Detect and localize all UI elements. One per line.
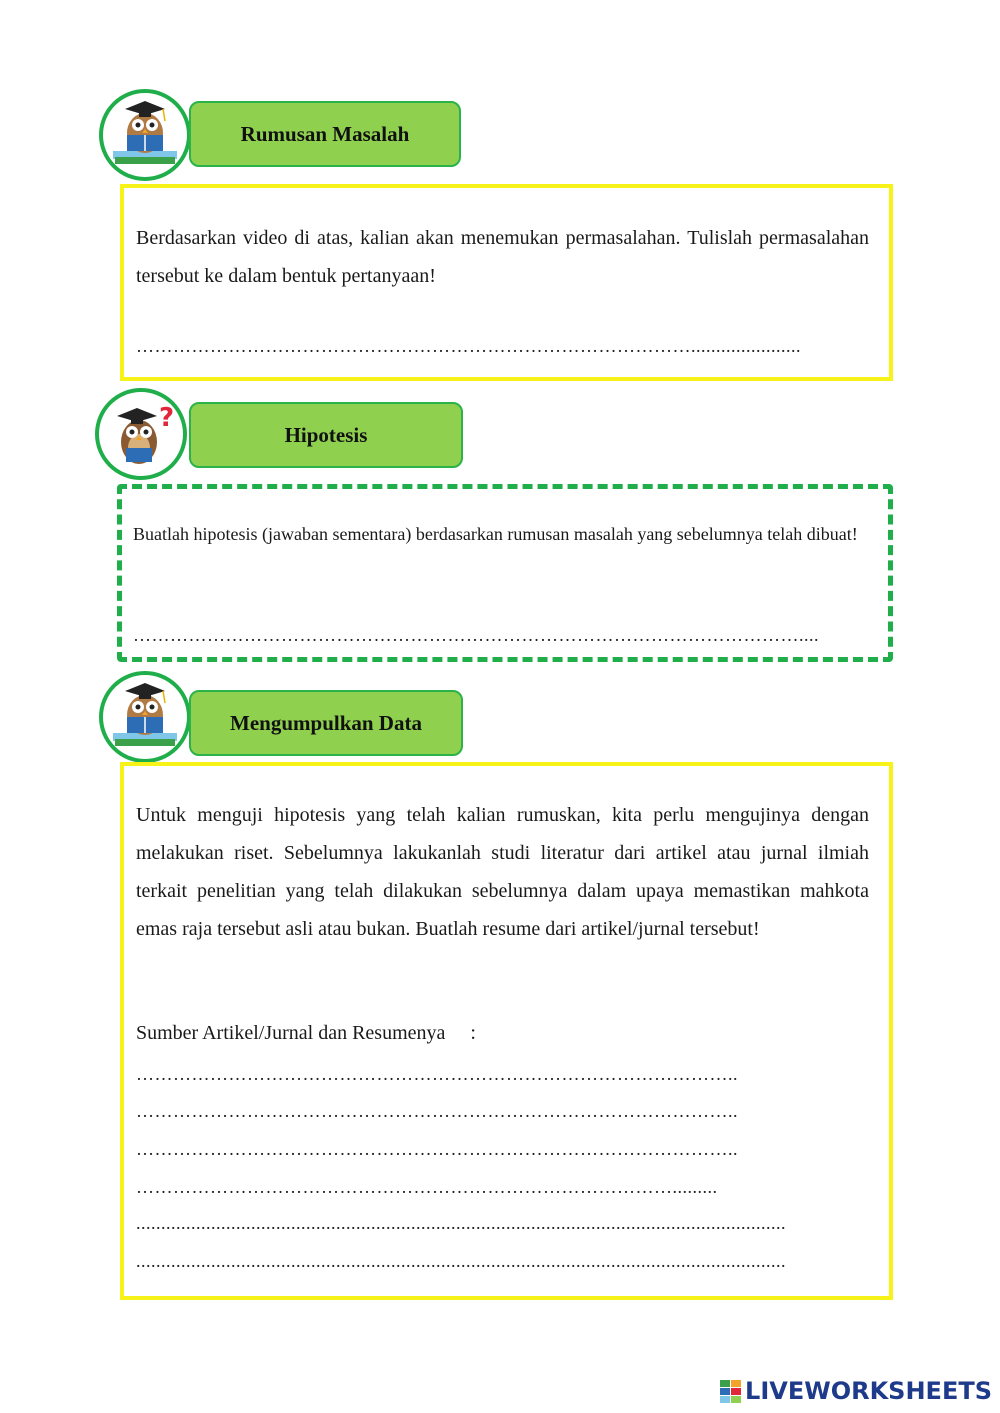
rumusan-masalah-answer-line[interactable]: ………………………………………………………………………………......................: [136, 336, 801, 356]
section-title-hipotesis: Hipotesis: [189, 402, 463, 468]
answer-line-4[interactable]: …………………………………………………………………………….........: [136, 1177, 718, 1197]
logo-grid-icon: [720, 1380, 741, 1403]
owl-question-avatar: [95, 388, 187, 480]
liveworksheets-logo[interactable]: [720, 1377, 992, 1405]
owl-reading-icon: [103, 675, 187, 759]
owl-reading-avatar: [99, 89, 191, 181]
hipotesis-instruction: Buatlah hipotesis (jawaban sementara) berdasarkan rumusan masalah yang sebelumnya telah dibuat!: [133, 524, 858, 544]
answer-line-6[interactable]: ..................................................................................................................................: [136, 1251, 786, 1271]
section-title-rumusan-masalah: Rumusan Masalah: [189, 101, 461, 167]
owl-reading-avatar-2: [99, 671, 191, 763]
section-title-mengumpulkan-data: Mengumpulkan Data: [189, 690, 463, 756]
owl-thinking-icon: [99, 392, 183, 476]
mengumpulkan-data-instruction: Untuk menguji hipotesis yang telah kalian rumuskan, kita perlu mengujinya dengan melakukan riset. Sebelumnya lakukanlah studi literatur dari artikel atau jurnal ilmiah terkait penelitian yang telah dilakukan sebelumnya dalam upaya memastikan mahkota emas raja tersebut asli atau bukan. Buatlah resume dari artikel/jurnal tersebut!: [136, 804, 869, 940]
logo-text: LIVEWORKSHEETS: [745, 1377, 992, 1405]
svg-text:?: ?: [159, 403, 175, 433]
hipotesis-answer-line[interactable]: ………………………………………………………………………………………………....: [133, 625, 819, 645]
answer-line-1[interactable]: ……………………………………………………………………………………..: [136, 1064, 738, 1084]
answer-line-2[interactable]: ……………………………………………………………………………………..: [136, 1101, 738, 1121]
owl-reading-icon: [103, 93, 187, 177]
answer-line-5[interactable]: ..................................................................................................................................: [136, 1213, 786, 1233]
source-label: Sumber Artikel/Jurnal dan Resumenya :: [136, 1022, 476, 1044]
answer-line-3[interactable]: ……………………………………………………………………………………..: [136, 1139, 738, 1159]
rumusan-masalah-instruction: Berdasarkan video di atas, kalian akan menemukan permasalahan. Tulislah permasalahan tersebut ke dalam bentuk pertanyaan!: [136, 227, 869, 287]
